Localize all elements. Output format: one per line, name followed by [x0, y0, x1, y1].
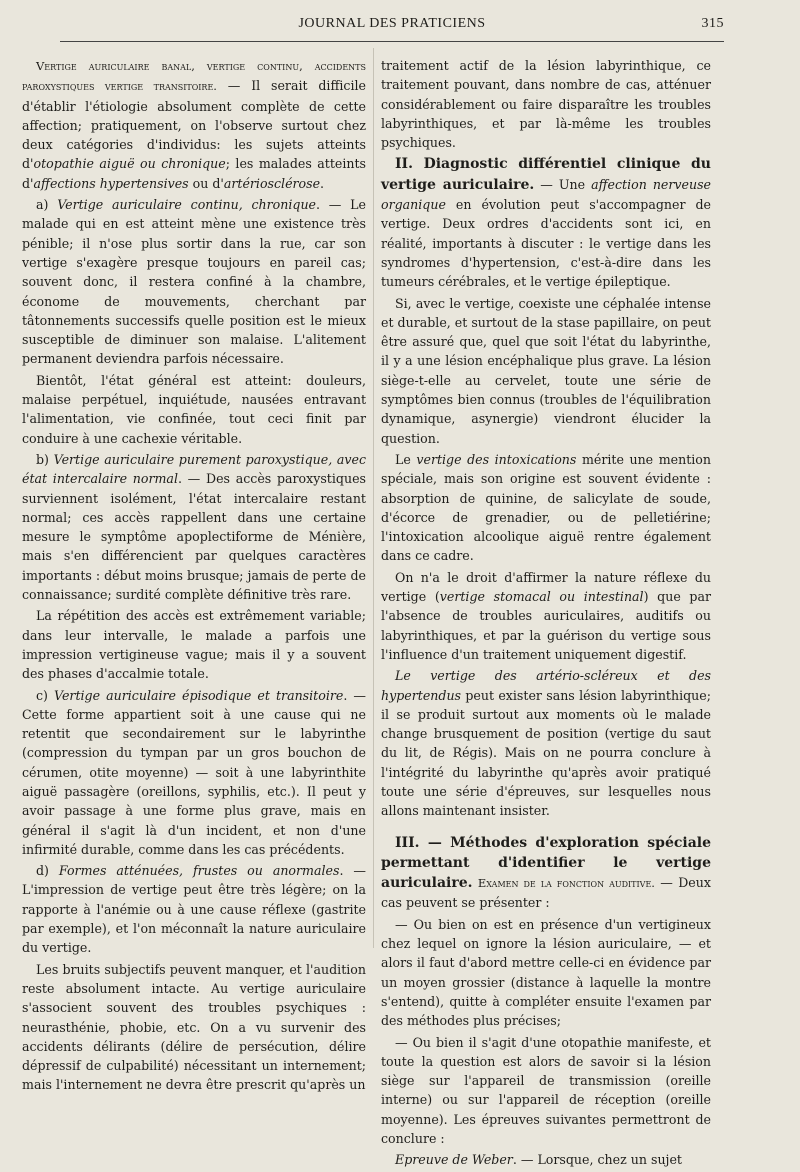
section-heading: II. Diagnostic différentiel clinique du vertige auriculaire.	[381, 156, 711, 193]
paragraph: — Ou bien il s'agit d'une otopathie manifeste, et toute la question est alors de savoir si la lésion siège sur l'appareil de transmission (oreille interne) ou sur l'appareil de réception (oreille moyenne). Les épreuves suivantes permettront de conclure :	[381, 1034, 711, 1147]
subsection-lead: Examen de la fonction auditive.	[477, 876, 655, 891]
paragraph: Bientôt, l'état général est atteint: douleurs, malaise perpétuel, inquiétude, nausées entravant l'alimentation, vie confinée, tout ceci finit par conduire à une cachexie véritable.	[22, 372, 366, 446]
paragraph: c) Vertige auriculaire épisodique et transitoire. — Cette forme appartient soit à une cause qui ne retentit que secondairement sur le labyrinthe (compression du tympan par un gros bouchon de cérumen, otite moyenne) — soit à une labyrinthite aiguë passagère (oreillons, syphilis, etc.). Il peut y avoir passage à une forme plus grave, mais en général il s'agit là d'un incident, et non d'une infirmité durable, comme dans les cas précédents.	[22, 687, 366, 857]
paragraph: Les bruits subjectifs peuvent manquer, et l'audition reste absolument intacte. Au vertige auriculaire s'associent souvent des troubles psychiques : neurasthénie, phobie, etc. On a vu survenir des accidents délirants (délire de persécution, délire dépressif de culpabilité) nécessitant un internement; mais l'internement ne devra être prescrit qu'après un	[22, 961, 366, 1093]
paragraph: d) Formes atténuées, frustes ou anormales. — L'impression de vertige peut être très légère; on la rapporte à l'anémie ou à une cause réflexe (gastrite par exemple), et l'on méconnaît la nature auriculaire du vertige.	[22, 863, 366, 956]
paragraph: Le vertige des artério-scléreux et des hypertendus peut exister sans lésion labyrinthique; il se produit surtout aux moments où le malade change brusquement de position (vertige du saut du lit, de Régis). Mais on ne pourra conclure à l'intégrité du labyrinthe qu'après avoir pratiqué toute une série d'épreuves, sur lesquelles nous allons maintenant insister.	[381, 668, 711, 819]
header-rule	[60, 41, 724, 42]
left-column	[22, 56, 366, 1097]
paragraph: a) Vertige auriculaire continu, chronique. — Le malade qui en est atteint mène une existence très pénible; il n'ose plus sortir dans la rue, car son vertige s'exagère presque toujours en pareil cas; souvent donc, il restera confiné à la chambre, économe de mouvements, cherchant par tâtonnements successifs quelle position est le mieux susceptible de diminuer son malaise. L'alitement permanent deviendra parfois nécessaire.	[22, 197, 366, 367]
section-lead: Vertige auriculaire banal, vertige continu, accidents paroxystiques vertige transitoire.	[22, 59, 366, 94]
paragraph: II. Diagnostic différentiel clinique du vertige auriculaire. — Une affection nerveuse organique en évolution peut s'accompagner de vertige. Deux ordres d'accidents sont ici, en réalité, importants à discuter : le vertige dans les syndromes d'hypertension, c'est-à-dire dans les tumeurs cérébrales, et le vertige épileptique.	[381, 156, 711, 290]
paragraph: Si, avec le vertige, coexiste une céphalée intense et durable, et surtout de la stase papillaire, on peut être assuré que, quel que soit l'état du labyrinthe, il y a une lésion encéphalique plus grave. La lésion siège-t-elle au cervelet, toute une série de symptômes bien connus (troubles de l'équilibration dynamique, asynergie) viendront élucider la question.	[381, 295, 711, 446]
paragraph: b) Vertige auriculaire purement paroxystique, avec état intercalaire normal. — Des accès paroxystiques surviennent isolément, l'état intercalaire restant normal; ces accès rappellent dans une certaine mesure le symptôme apoplectiforme de Ménière, mais s'en différencient par quelques caractères importants : début moins brusque; jamais de perte de connaissance; surdité complète définitive très rare.	[22, 451, 366, 603]
paragraph: La répétition des accès est extrêmement variable; dans leur intervalle, le malade a parfois une impression vertigineuse vague; mais il y a souvent des phases d'accalmie totale.	[22, 608, 366, 682]
right-column	[381, 56, 711, 1172]
paragraph: — Ou bien on est en présence d'un vertigineux chez lequel on ignore la lésion auriculaire, — et alors il faut d'abord mettre celle-ci en évidence par un moyen grossier (distance à laquelle la montre s'entend), quitte à compléter ensuite l'examen par des méthodes plus précises;	[381, 916, 711, 1029]
paragraph: III. — Méthodes d'exploration spéciale permettant d'identifier le vertige auriculaire. Examen de la fonction auditive. — Deux cas peuvent se présenter :	[381, 834, 711, 911]
page-number: 315	[701, 16, 724, 31]
paragraph: Epreuve de Weber. — Lorsque, chez un sujet	[395, 1152, 682, 1168]
column-divider	[373, 48, 374, 948]
running-header	[60, 14, 724, 36]
paragraph: Vertige auriculaire banal, vertige continu, accidents paroxystiques vertige transitoire. — Il serait difficile d'établir l'étiologie absolument complète de cette affection; pratiquement, on l'observe surtout chez deux catégories d'individus: les sujets atteints d'otopathie aiguë ou chronique; les malades atteints d'affections hypertensives ou d'artériosclérose.	[22, 59, 366, 191]
section-heading: III. — Méthodes d'exploration spéciale permettant d'identifier le vertige auriculaire.	[381, 834, 711, 892]
paragraph: Le vertige des intoxications mérite une mention spéciale, mais son origine est souvent évidente : absorption de quinine, de salicylate de soude, d'écorce de grenadier, ou de pelletiérine; l'intoxication alcoolique aiguë rentre également dans ce cadre.	[381, 451, 711, 564]
paragraph: On n'a le droit d'affirmer la nature réflexe du vertige (vertige stomacal ou intestinal) que par l'absence de troubles auriculaires, auditifs ou labyrinthiques, et par la guérison du vertige sous l'influence d'un traitement uniquement digestif.	[381, 569, 712, 662]
paragraph: traitement actif de la lésion labyrinthique, ce traitement pouvant, dans nombre de cas, atténuer considérablement ou faire disparaître les troubles labyrinthiques, et par là-même les troubles psychiques.	[381, 58, 711, 151]
journal-title: JOURNAL DES PRATICIENS	[298, 16, 486, 31]
